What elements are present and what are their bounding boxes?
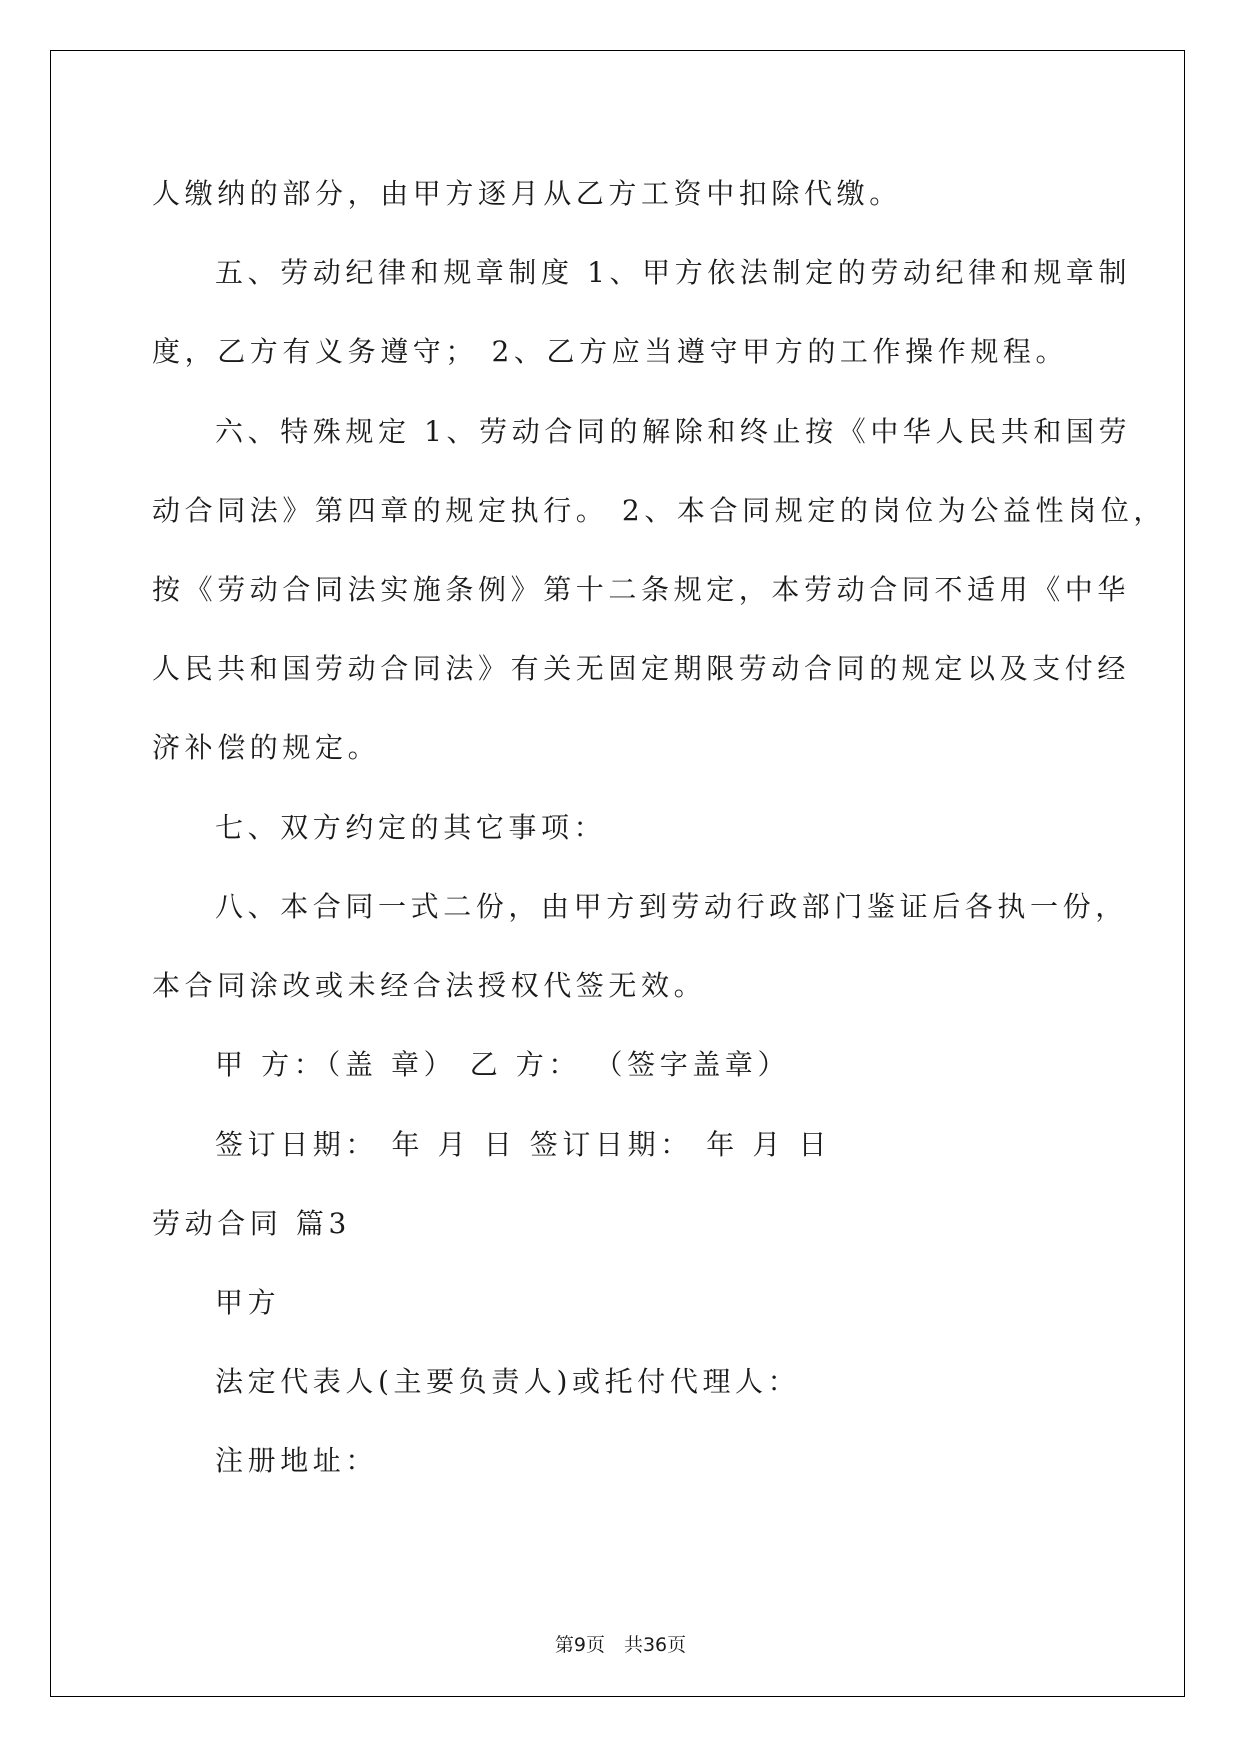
text-line-11: 本合同涂改或未经合法授权代签无效。 <box>152 969 707 1002</box>
text-line-8: 济补偿的规定。 <box>152 731 381 764</box>
text-line-9: 七、双方约定的其它事项： <box>215 811 607 844</box>
text-line-15: 甲方 <box>215 1286 281 1319</box>
text-line-16: 法定代表人(主要负责人)或托付代理人： <box>215 1365 801 1398</box>
text-line-2: 五、劳动纪律和规章制度 1、甲方依法制定的劳动纪律和规章制 <box>215 256 1132 289</box>
text-line-13: 签订日期： 年 月 日 签订日期： 年 月 日 <box>215 1128 832 1161</box>
text-line-4: 六、特殊规定 1、劳动合同的解除和终止按《中华人民共和国劳 <box>215 415 1132 448</box>
section-heading: 劳动合同 篇3 <box>152 1207 351 1240</box>
text-line-3: 度，乙方有义务遵守； 2、乙方应当遵守甲方的工作操作规程。 <box>152 335 1069 368</box>
text-line-7: 人民共和国劳动合同法》有关无固定期限劳动合同的规定以及支付经 <box>152 652 1131 685</box>
text-line-6: 按《劳动合同法实施条例》第十二条规定，本劳动合同不适用《中华 <box>152 573 1131 606</box>
text-line-17: 注册地址： <box>215 1444 379 1477</box>
text-line-5: 动合同法》第四章的规定执行。 2、本合同规定的岗位为公益性岗位， <box>152 494 1166 527</box>
text-line-10: 八、本合同一式二份，由甲方到劳动行政部门鉴证后各执一份， <box>215 890 1128 923</box>
text-line-12: 甲 方：（盖 章） 乙 方： （签字盖章） <box>215 1048 791 1081</box>
text-line-1: 人缴纳的部分，由甲方逐月从乙方工资中扣除代缴。 <box>152 177 902 210</box>
page-number-footer: 第9页 共36页 <box>554 1634 687 1656</box>
